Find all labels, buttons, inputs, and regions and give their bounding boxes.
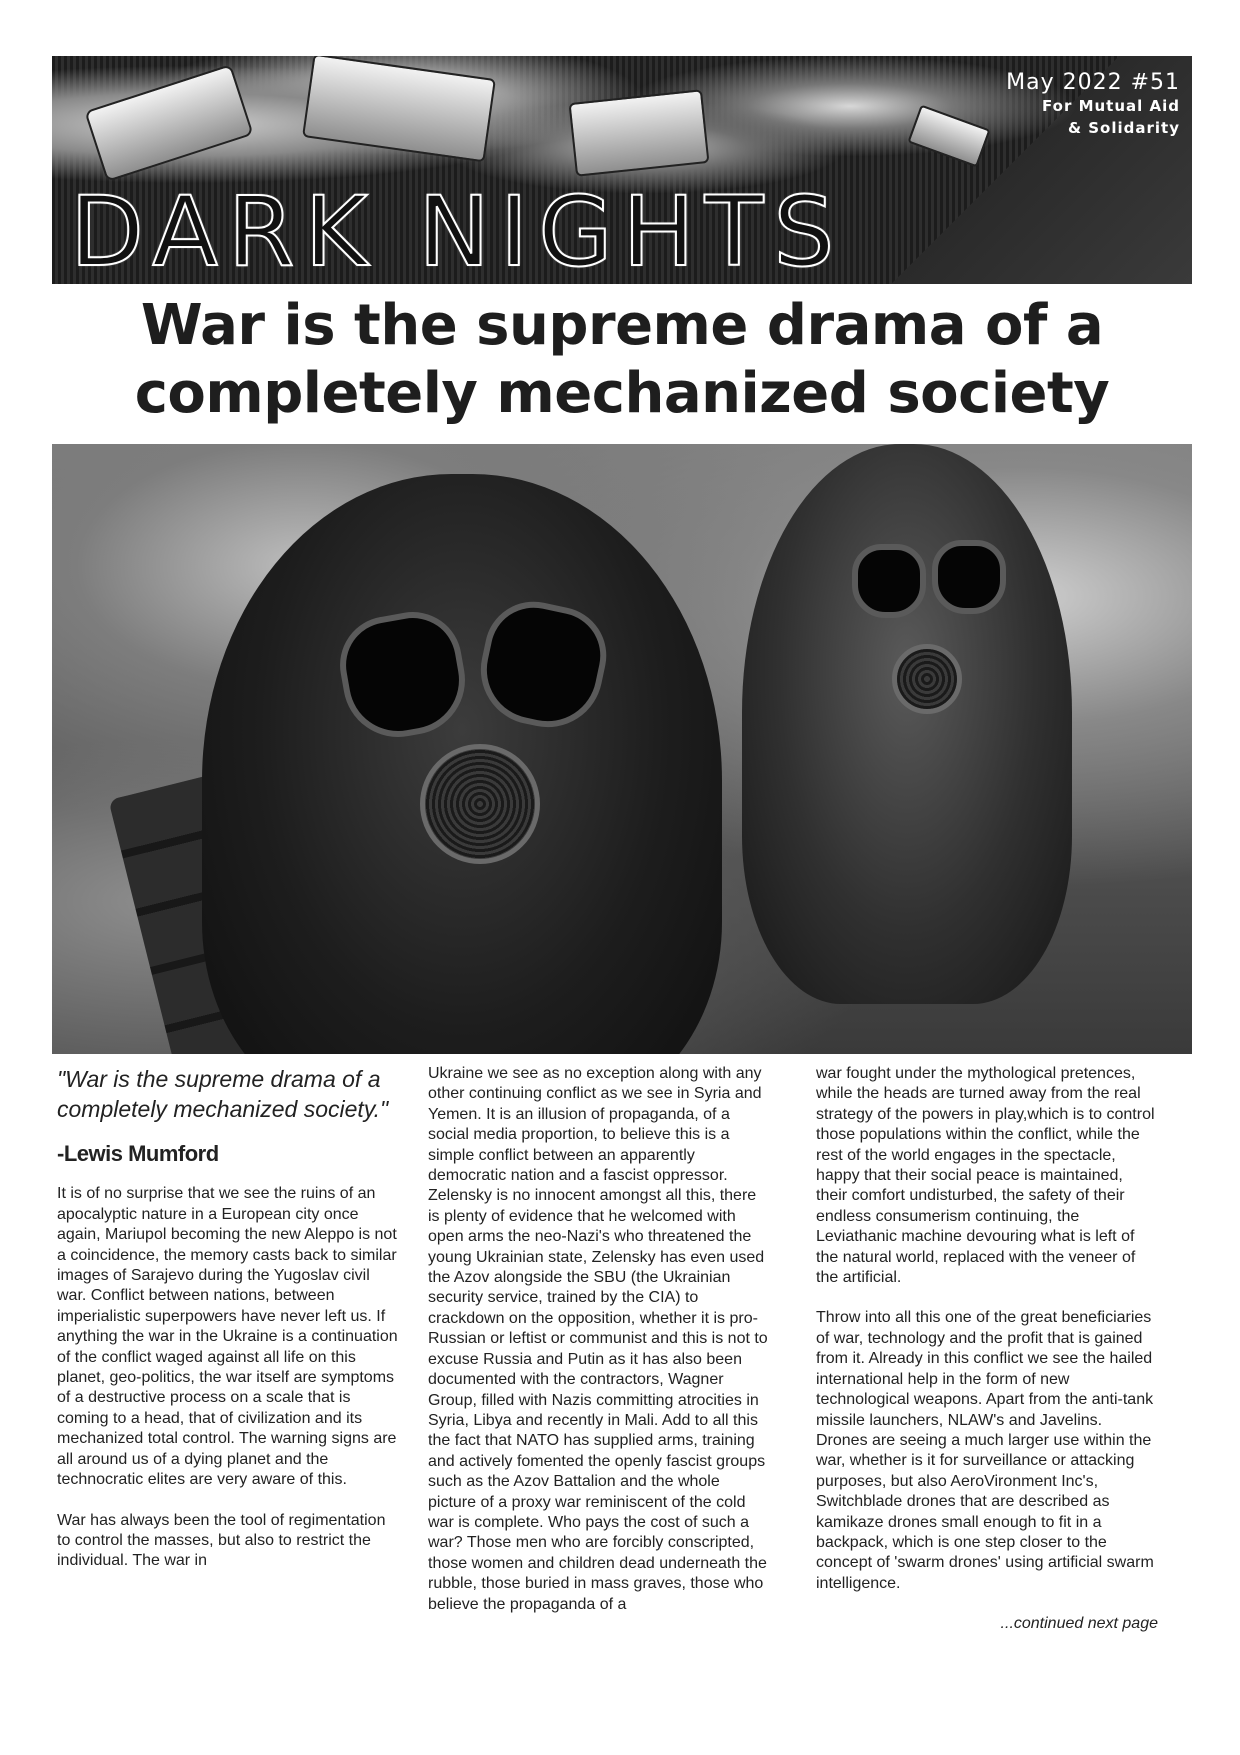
article-column-2 — [428, 1064, 770, 1635]
issue-date: May 2022 #51 — [1006, 70, 1180, 95]
cctv-camera-image — [568, 89, 709, 177]
paragraph: War has always been the tool of regimentation to control the masses, but also to restrict the individual. The war in — [57, 1511, 386, 1570]
masthead-title: DARK NIGHTS — [70, 176, 845, 284]
gas-mask-lens — [932, 540, 1006, 614]
gas-mask-filter — [892, 644, 962, 714]
paragraph: It is of no surprise that we see the ruins of an apocalyptic nature in a European city once again, Mariupol becoming the new Aleppo is not a coincidence, the memory casts back to similar images of Sarajevo during the Yugoslav civil war. Conflict between nations, between imperialistic superpowers have never left us. If anything the war in the Ukraine is a continuation of the conflict waged against all life on this planet, geo-politics, the war itself are symptoms of a destructive process on a scale that is coming to a head, that of civilization and its mechanized total control. The warning signs are all around us of a dying planet and the technocratic elites are very aware of this. — [57, 1185, 398, 1489]
issue-info — [1006, 70, 1180, 139]
cctv-camera-image — [302, 56, 496, 162]
gas-mask-lens — [852, 544, 926, 618]
pull-quote: "War is the supreme drama of a completely mechanized society." — [57, 1066, 389, 1122]
article-column-3 — [816, 1064, 1158, 1655]
headline-line-2: completely mechanized society — [134, 361, 1110, 426]
cctv-camera-image — [84, 64, 253, 182]
soldier-figure — [742, 444, 1072, 1004]
cctv-camera-image — [907, 105, 990, 168]
headline-line-1: War is the supreme drama of a — [140, 293, 1104, 358]
paragraph: Ukraine we see as no exception along with any other continuing conflict as we see in Syria and Yemen. It is an illusion of propaganda, of a social media proportion, to believe this is a simple conflict between an apparently democratic nation and a fascist oppressor. Zelensky is no innocent amongst all this, there is plenty of evidence that he welcomed with open arms the neo-Nazi's who threatened the young Ukrainian state, Zelensky has even used the Azov alongside the SBU (the Ukrainian security service, trained by the CIA) to crackdown on the opposition, whether it is pro-Russian or leftist or communist and this is not to excuse Russia and Putin as it has also been documented with the contractors, Wagner Group, filled with Nazis committing atrocities in Syria, Libya and recently in Mali. Add to all this the fact that NATO has supplied arms, training and actively fomented the openly fascist groups such as the Azov Battalion and the whole picture of a proxy war reminiscent of the cold war is complete. Who pays the cost of such a war? Those men who are forcibly conscripted, those women and children dead underneath the rubble, those buried in mass graves, those who believe the propaganda of a — [428, 1065, 768, 1613]
hero-image-gas-mask-soldiers — [52, 444, 1192, 1054]
masthead — [52, 56, 1192, 284]
continued-note: ...continued next page — [1000, 1615, 1158, 1633]
paragraph: war fought under the mythological pretences, while the heads are turned away from the real strategy of the powers in play,which is to control those populations within the conflict, while the rest of the world engages in the spectacle, happy that their social peace is maintained, their comfort undisturbed, the safety of their endless consumerism continuing, the Leviathanic machine devouring what is left of the natural world, replaced with the veneer of the artificial. — [816, 1065, 1155, 1287]
headline — [52, 292, 1192, 428]
tagline-1: For Mutual Aid — [1042, 97, 1180, 115]
paragraph: Throw into all this one of the great beneficiaries of war, technology and the profit that is gained from it. Already in this conflict we see the hailed international help in the form of new technological weapons. Apart from the anti-tank missile launchers, NLAW's and Javelins. Drones are seeing a much larger use within the war, whether is it for surveillance or attacking purposes, but also AeroVironment Inc's, Switchblade drones that are described as kamikaze drones small enough to fit in a backpack, which is one step closer to the concept of 'swarm drones' using artificial swarm intelligence. — [816, 1309, 1154, 1592]
quote-attribution: -Lewis Mumford — [57, 1141, 219, 1166]
gas-mask-filter — [420, 744, 540, 864]
tagline-2: & Solidarity — [1067, 119, 1180, 137]
article-column-1 — [57, 1064, 399, 1592]
